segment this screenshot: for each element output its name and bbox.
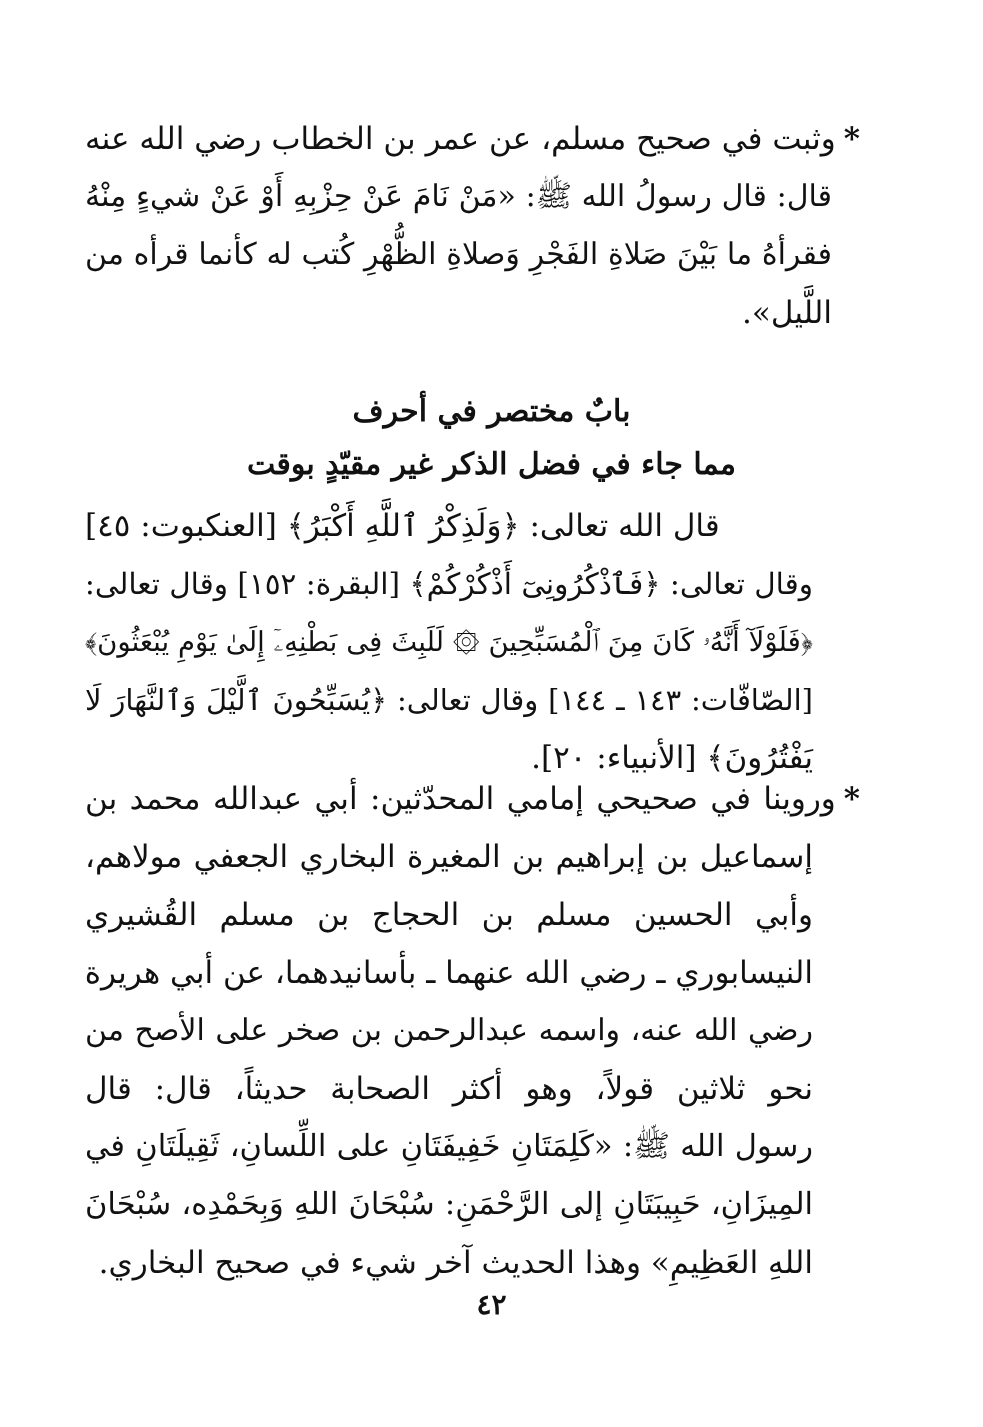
paragraph-muslim-hadith xyxy=(85,110,860,342)
paragraph-bukhari-muslim xyxy=(85,770,860,1292)
text-line: قال الله تعالى: ﴿وَلَذِكْرُ ٱللَّهِ أَكْبَرُ﴾ [العنكبوت: ٤٥] xyxy=(85,508,720,544)
text-line: نحو ثلاثين قولاً، وهو أكثر الصحابة حديثاً، قال: قال xyxy=(85,1071,813,1107)
line-text: وثبت في صحيح مسلم، عن عمر بن الخطاب رضي الله عنه xyxy=(85,121,836,157)
text-line: ﴿فَلَوْلَآ أَنَّهُۥ كَانَ مِنَ ٱلْمُسَبِّحِينَ ۞ لَلَبِثَ فِى بَطْنِهِۦٓ إِلَىٰ يَوْمِ يُبْعَثُونَ﴾ xyxy=(85,626,813,658)
text-line: فقرأهُ ما بَيْنَ صَلاةِ الفَجْرِ وَصلاةِ الظُّهْرِ كُتب له كأنما قرأه من xyxy=(85,237,832,272)
text-line: إسماعيل بن إبراهيم بن المغيرة البخاري الجعفي مولاهم، xyxy=(85,839,813,875)
text-line: وقال تعالى: ﴿فَٱذْكُرُونِىٓ أَذْكُرْكُمْ﴾ [البقرة: ١٥٢] وقال تعالى: xyxy=(84,567,813,601)
asterisk-marker: * xyxy=(843,121,860,157)
chapter-heading-line-1: بابٌ مختصر في أحرف xyxy=(352,394,631,429)
text-line: يَفْتُرُونَ﴾ [الأنبياء: ٢٠]. xyxy=(531,740,813,776)
page-number: ٤٢ xyxy=(476,1288,507,1321)
asterisk-marker: * xyxy=(843,781,860,817)
text-line: المِيزَانِ، حَبِيبَتَانِ إلى الرَّحْمَنِ: سُبْحَانَ اللهِ وَبِحَمْدِه، سُبْحَانَ xyxy=(85,1187,813,1222)
text-line: قال: قال رسولُ الله ﷺ: «مَنْ نَامَ عَنْ حِزْبِهِ أَوْ عَنْ شيءٍ مِنْهُ xyxy=(85,179,832,214)
text-line: رسول الله ﷺ: «كَلِمَتَانِ خَفِيفَتَانِ على اللِّسانِ، ثَقِيلَتَانِ في xyxy=(85,1129,813,1164)
text-line: النيسابوري ـ رضي الله عنهما ـ بأسانيدهما، عن أبي هريرة xyxy=(84,955,813,991)
text-line xyxy=(85,770,860,828)
text-line xyxy=(85,110,860,168)
text-line: اللَّيل». xyxy=(742,295,832,331)
text-line: [الصّافّات: ١٤٣ ـ ١٤٤] وقال تعالى: ﴿يُسَبِّحُونَ ٱلَّيْلَ وَٱلنَّهَارَ لَا xyxy=(85,683,813,717)
text-line: وأبي الحسين مسلم بن الحجاج بن مسلم القُشيري xyxy=(85,897,813,933)
text-line: اللهِ العَظِيمِ» وهذا الحديث آخر شيء في صحيح البخاري. xyxy=(98,1245,813,1281)
chapter-heading-line-2: مما جاء في فضل الذكر غير مقيّدٍ بوقت xyxy=(247,447,736,482)
line-text: وروينا في صحيحي إمامي المحدّثين: أبي عبدالله محمد بن xyxy=(85,781,836,817)
text-line: رضي الله عنه، واسمه عبدالرحمن بن صخر على الأصح من xyxy=(85,1013,813,1048)
paragraph-quran-verses xyxy=(85,497,813,787)
